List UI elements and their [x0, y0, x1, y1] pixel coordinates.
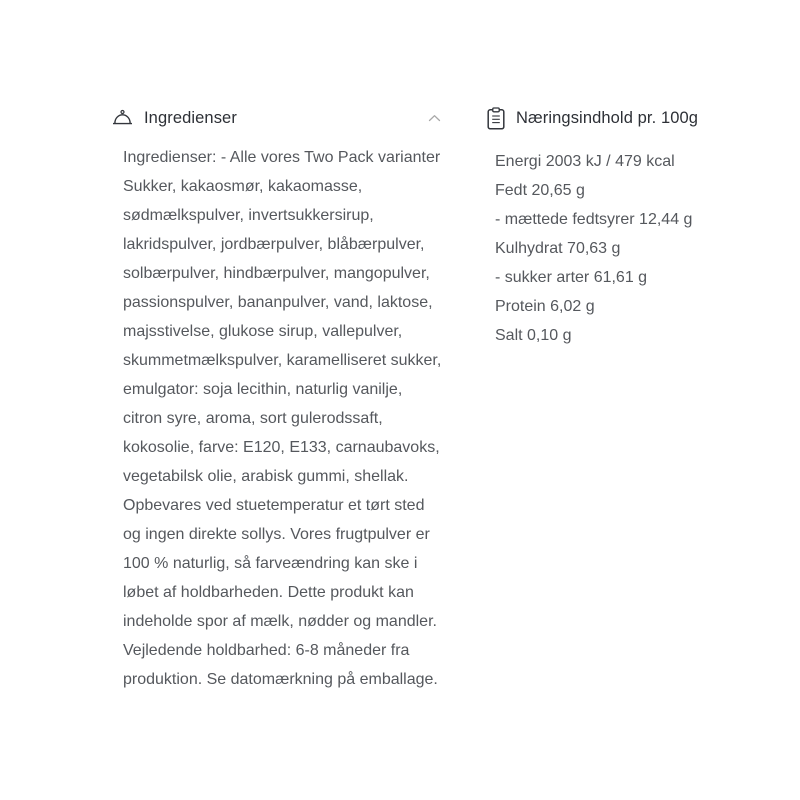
ingredients-text-line: vegetabilsk olie, arabisk gummi, shellak.	[123, 468, 409, 485]
ingredients-text-line: 100 % naturlig, så farveændring kan ske i	[123, 555, 418, 572]
nutrition-row: Energi 2003 kJ / 479 kcal	[495, 153, 675, 170]
nutrition-title: Næringsindhold pr. 100g	[516, 108, 699, 127]
chevron-up-icon[interactable]	[426, 112, 443, 124]
nutrition-row: - mættede fedtsyrer 12,44 g	[495, 211, 693, 228]
clipboard-icon	[487, 107, 505, 130]
ingredients-text-line: passionspulver, bananpulver, vand, laktose,	[123, 294, 433, 311]
ingredients-text-line: solbærpulver, hindbærpulver, mangopulver,	[123, 265, 430, 282]
nutrition-row: Kulhydrat 70,63 g	[495, 240, 621, 257]
nutrition-row: Fedt 20,65 g	[495, 182, 585, 199]
ingredients-text-line: sødmælkspulver, invertsukkersirup,	[123, 207, 374, 224]
nutrition-list	[487, 147, 787, 350]
nutrition-row: Salt 0,10 g	[495, 327, 572, 344]
ingredients-text-line: Ingredienser: - Alle vores Two Pack varianter	[123, 149, 441, 166]
nutrition-section	[487, 104, 787, 350]
ingredients-text-line: og ingen direkte sollys. Vores frugtpulver er	[123, 526, 430, 543]
ingredients-text-line: Vejledende holdbarhed: 6-8 måneder fra	[123, 642, 410, 659]
ingredients-text-line: emulgator: soja lecithin, naturlig vanilje,	[123, 381, 403, 398]
ingredients-section	[112, 104, 443, 694]
ingredients-text-line: kokosolie, farve: E120, E133, carnaubavoks,	[123, 439, 440, 456]
ingredients-text-line: majsstivelse, glukose sirup, vallepulver,	[123, 323, 403, 340]
ingredients-text-line: Opbevares ved stuetemperatur et tørt sted	[123, 497, 425, 514]
ingredients-text-line: produktion. Se datomærkning på emballage.	[123, 671, 438, 688]
nutrition-row: Protein 6,02 g	[495, 298, 595, 315]
ingredients-text-line: lakridspulver, jordbærpulver, blåbærpulver,	[123, 236, 425, 253]
ingredients-text	[112, 143, 443, 694]
nutrition-row: - sukker arter 61,61 g	[495, 269, 648, 286]
ingredients-accordion-header[interactable]	[112, 104, 443, 132]
ingredients-text-line: citron syre, aroma, sort gulerodssaft,	[123, 410, 383, 427]
ingredients-text-line: Sukker, kakaosmør, kakaomasse,	[123, 178, 363, 195]
ingredients-text-line: løbet af holdbarheden. Dette produkt kan	[123, 584, 414, 601]
ingredients-title: Ingredienser	[144, 108, 237, 127]
nutrition-accordion-header[interactable]	[487, 104, 787, 132]
ingredients-text-line: indeholde spor af mælk, nødder og mandler.	[123, 613, 437, 630]
cloche-icon	[112, 109, 133, 127]
ingredients-text-line: skummetmælkspulver, karamelliseret sukker,	[123, 352, 442, 369]
